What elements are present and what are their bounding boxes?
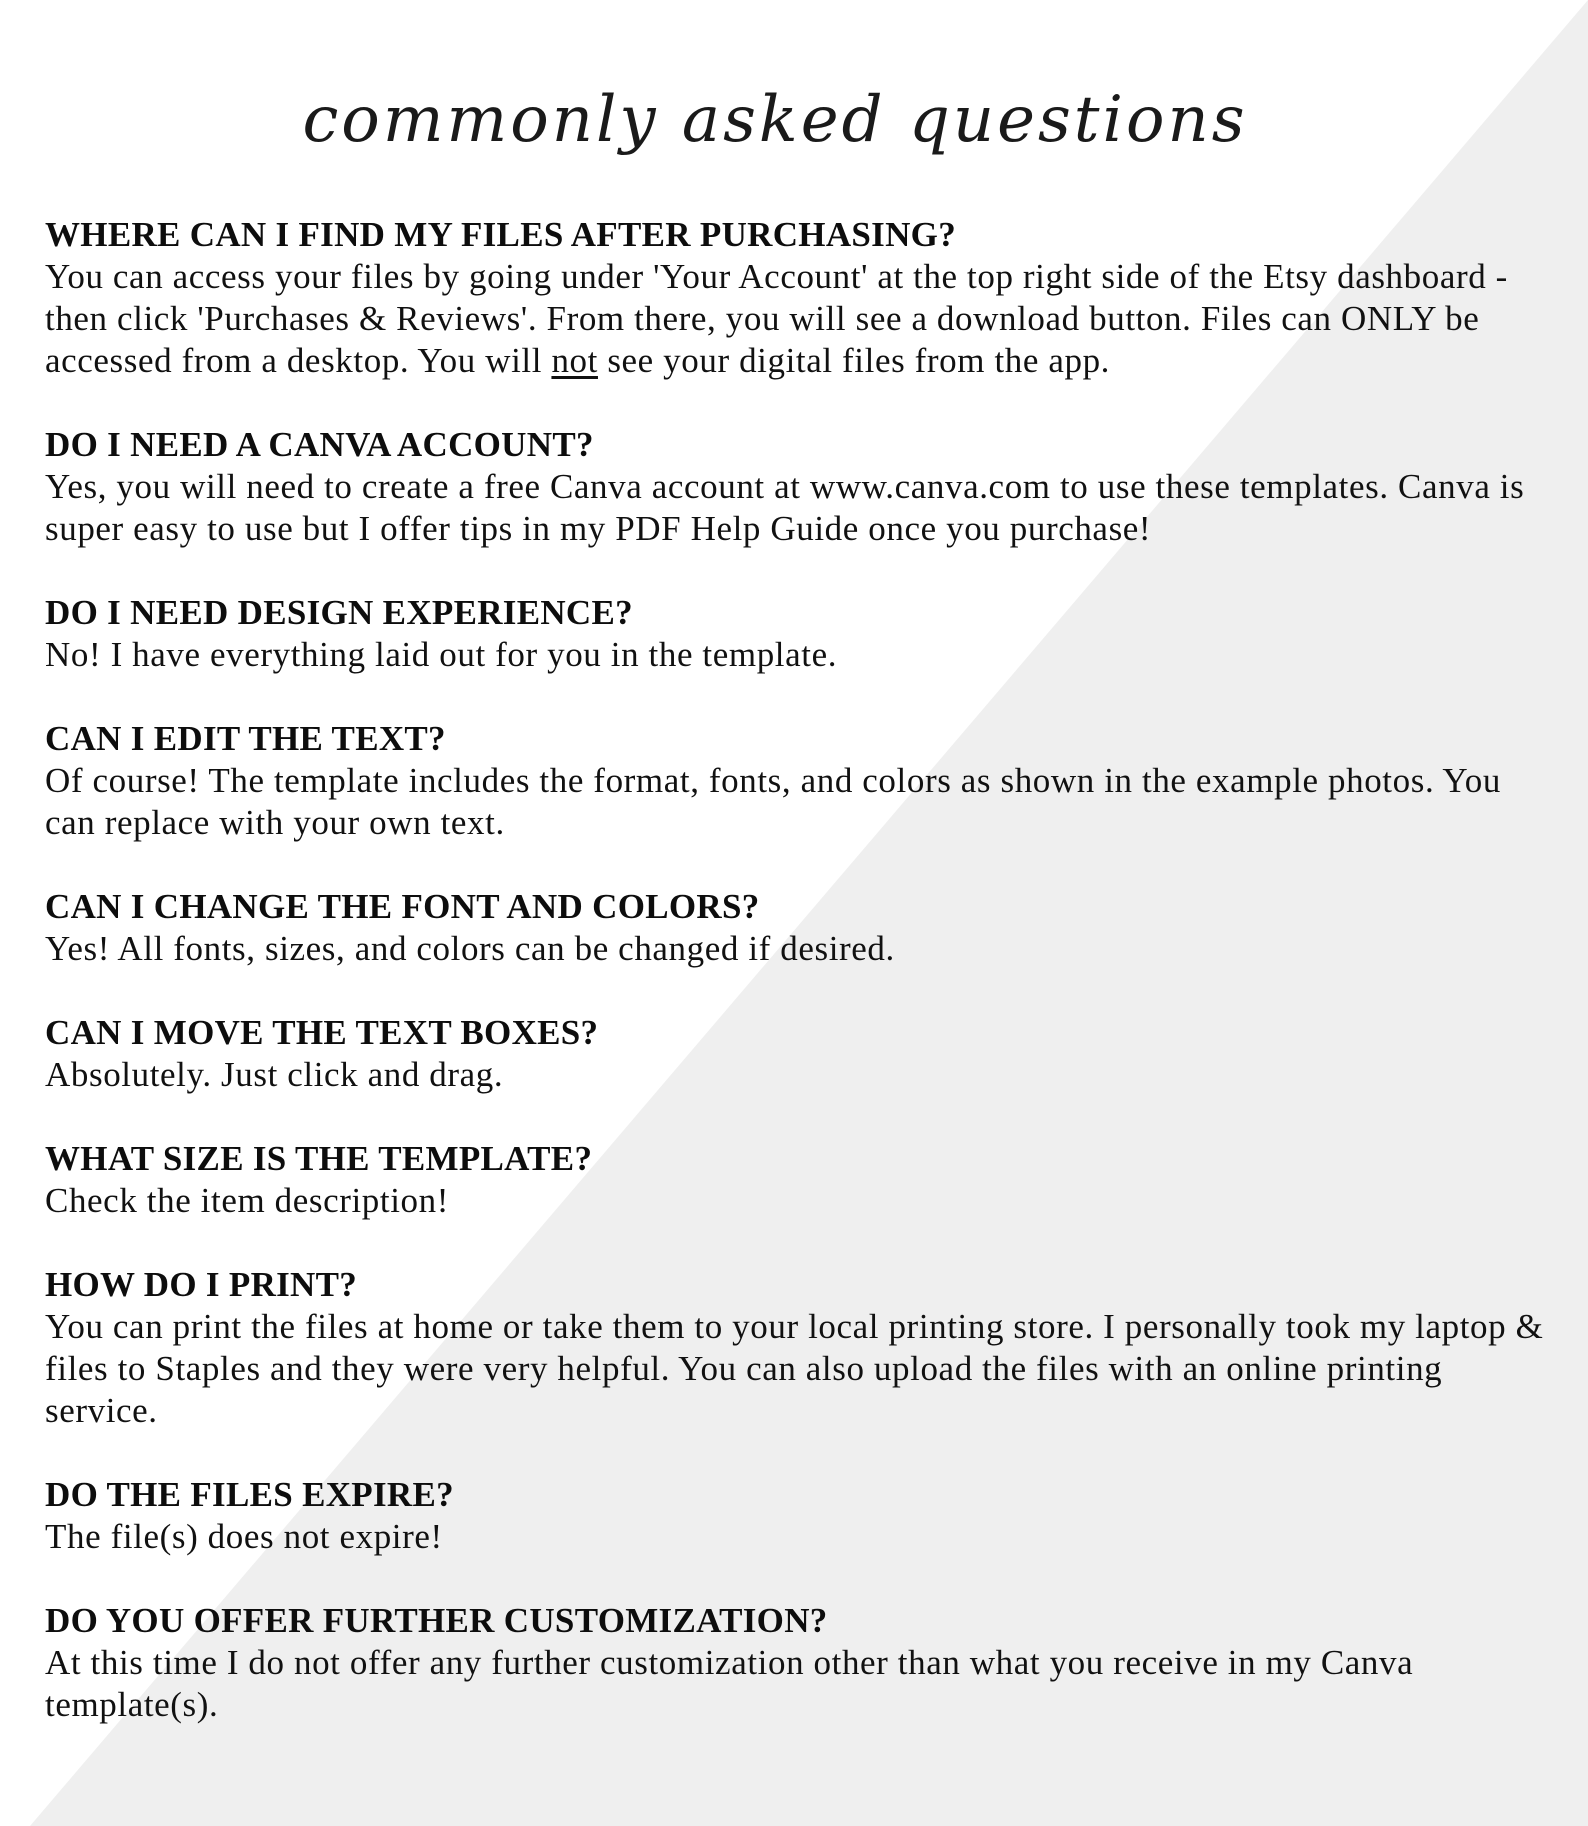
page-title: commonly asked questions: [302, 83, 1248, 157]
faq-question: DO I NEED A CANVA ACCOUNT?: [45, 425, 594, 464]
faq-answer: Check the item description!: [45, 1181, 450, 1220]
faq-answer-emphasis: not: [551, 341, 598, 380]
faq-page: [45, 0, 1555, 1826]
faq-question: DO I NEED DESIGN EXPERIENCE?: [45, 593, 633, 632]
faq-item-template-size: [45, 1138, 1545, 1222]
faq-answer: You can print the files at home or take them to your local printing store. I personally took my laptop & files to Staples and they were very helpful. You can also upload the files with an online printing service.: [45, 1307, 1544, 1430]
faq-answer: Of course! The template includes the format, fonts, and colors as shown in the example photos. You can replace with your own text.: [45, 761, 1501, 842]
faq-item-find-files: [45, 214, 1545, 382]
faq-item-text-boxes: [45, 1012, 1545, 1096]
faq-item-edit-text: [45, 718, 1545, 844]
faq-item-design-experience: [45, 592, 1545, 676]
faq-question: HOW DO I PRINT?: [45, 1265, 358, 1304]
faq-question: WHERE CAN I FIND MY FILES AFTER PURCHASING?: [45, 215, 956, 254]
faq-item-canva-account: [45, 424, 1545, 550]
faq-answer: At this time I do not offer any further customization other than what you receive in my Canva template(s).: [45, 1643, 1414, 1724]
faq-question: DO YOU OFFER FURTHER CUSTOMIZATION?: [45, 1601, 828, 1640]
faq-item-expire: [45, 1474, 1545, 1558]
faq-question: CAN I MOVE THE TEXT BOXES?: [45, 1013, 599, 1052]
faq-item-customization: [45, 1600, 1545, 1726]
faq-question: DO THE FILES EXPIRE?: [45, 1475, 454, 1514]
faq-answer-part: see your digital files from the app.: [597, 341, 1111, 380]
faq-answer: Yes, you will need to create a free Canva account at www.canva.com to use these templates. Canva is super easy to use but I offer tips in my PDF Help Guide once you purchase!: [45, 467, 1525, 548]
faq-question: CAN I CHANGE THE FONT AND COLORS?: [45, 887, 760, 926]
faq-answer: Yes! All fonts, sizes, and colors can be changed if desired.: [45, 929, 895, 968]
faq-answer-part: You can access your files by going under 'Your Account' at the top right side of the Etsy dashboard - then click 'Purchases & Reviews'. From there, you will see a download button. Files can ONLY be accessed from a desktop. You will: [45, 257, 1508, 380]
faq-answer: No! I have everything laid out for you in the template.: [45, 635, 838, 674]
faq-answer: Absolutely. Just click and drag.: [45, 1055, 504, 1094]
faq-question: CAN I EDIT THE TEXT?: [45, 719, 446, 758]
faq-answer: [45, 256, 1545, 382]
faq-answer: The file(s) does not expire!: [45, 1517, 443, 1556]
faq-item-font-colors: [45, 886, 1545, 970]
faq-list: [45, 214, 1545, 1768]
faq-question: WHAT SIZE IS THE TEMPLATE?: [45, 1139, 593, 1178]
faq-item-print: [45, 1264, 1545, 1432]
